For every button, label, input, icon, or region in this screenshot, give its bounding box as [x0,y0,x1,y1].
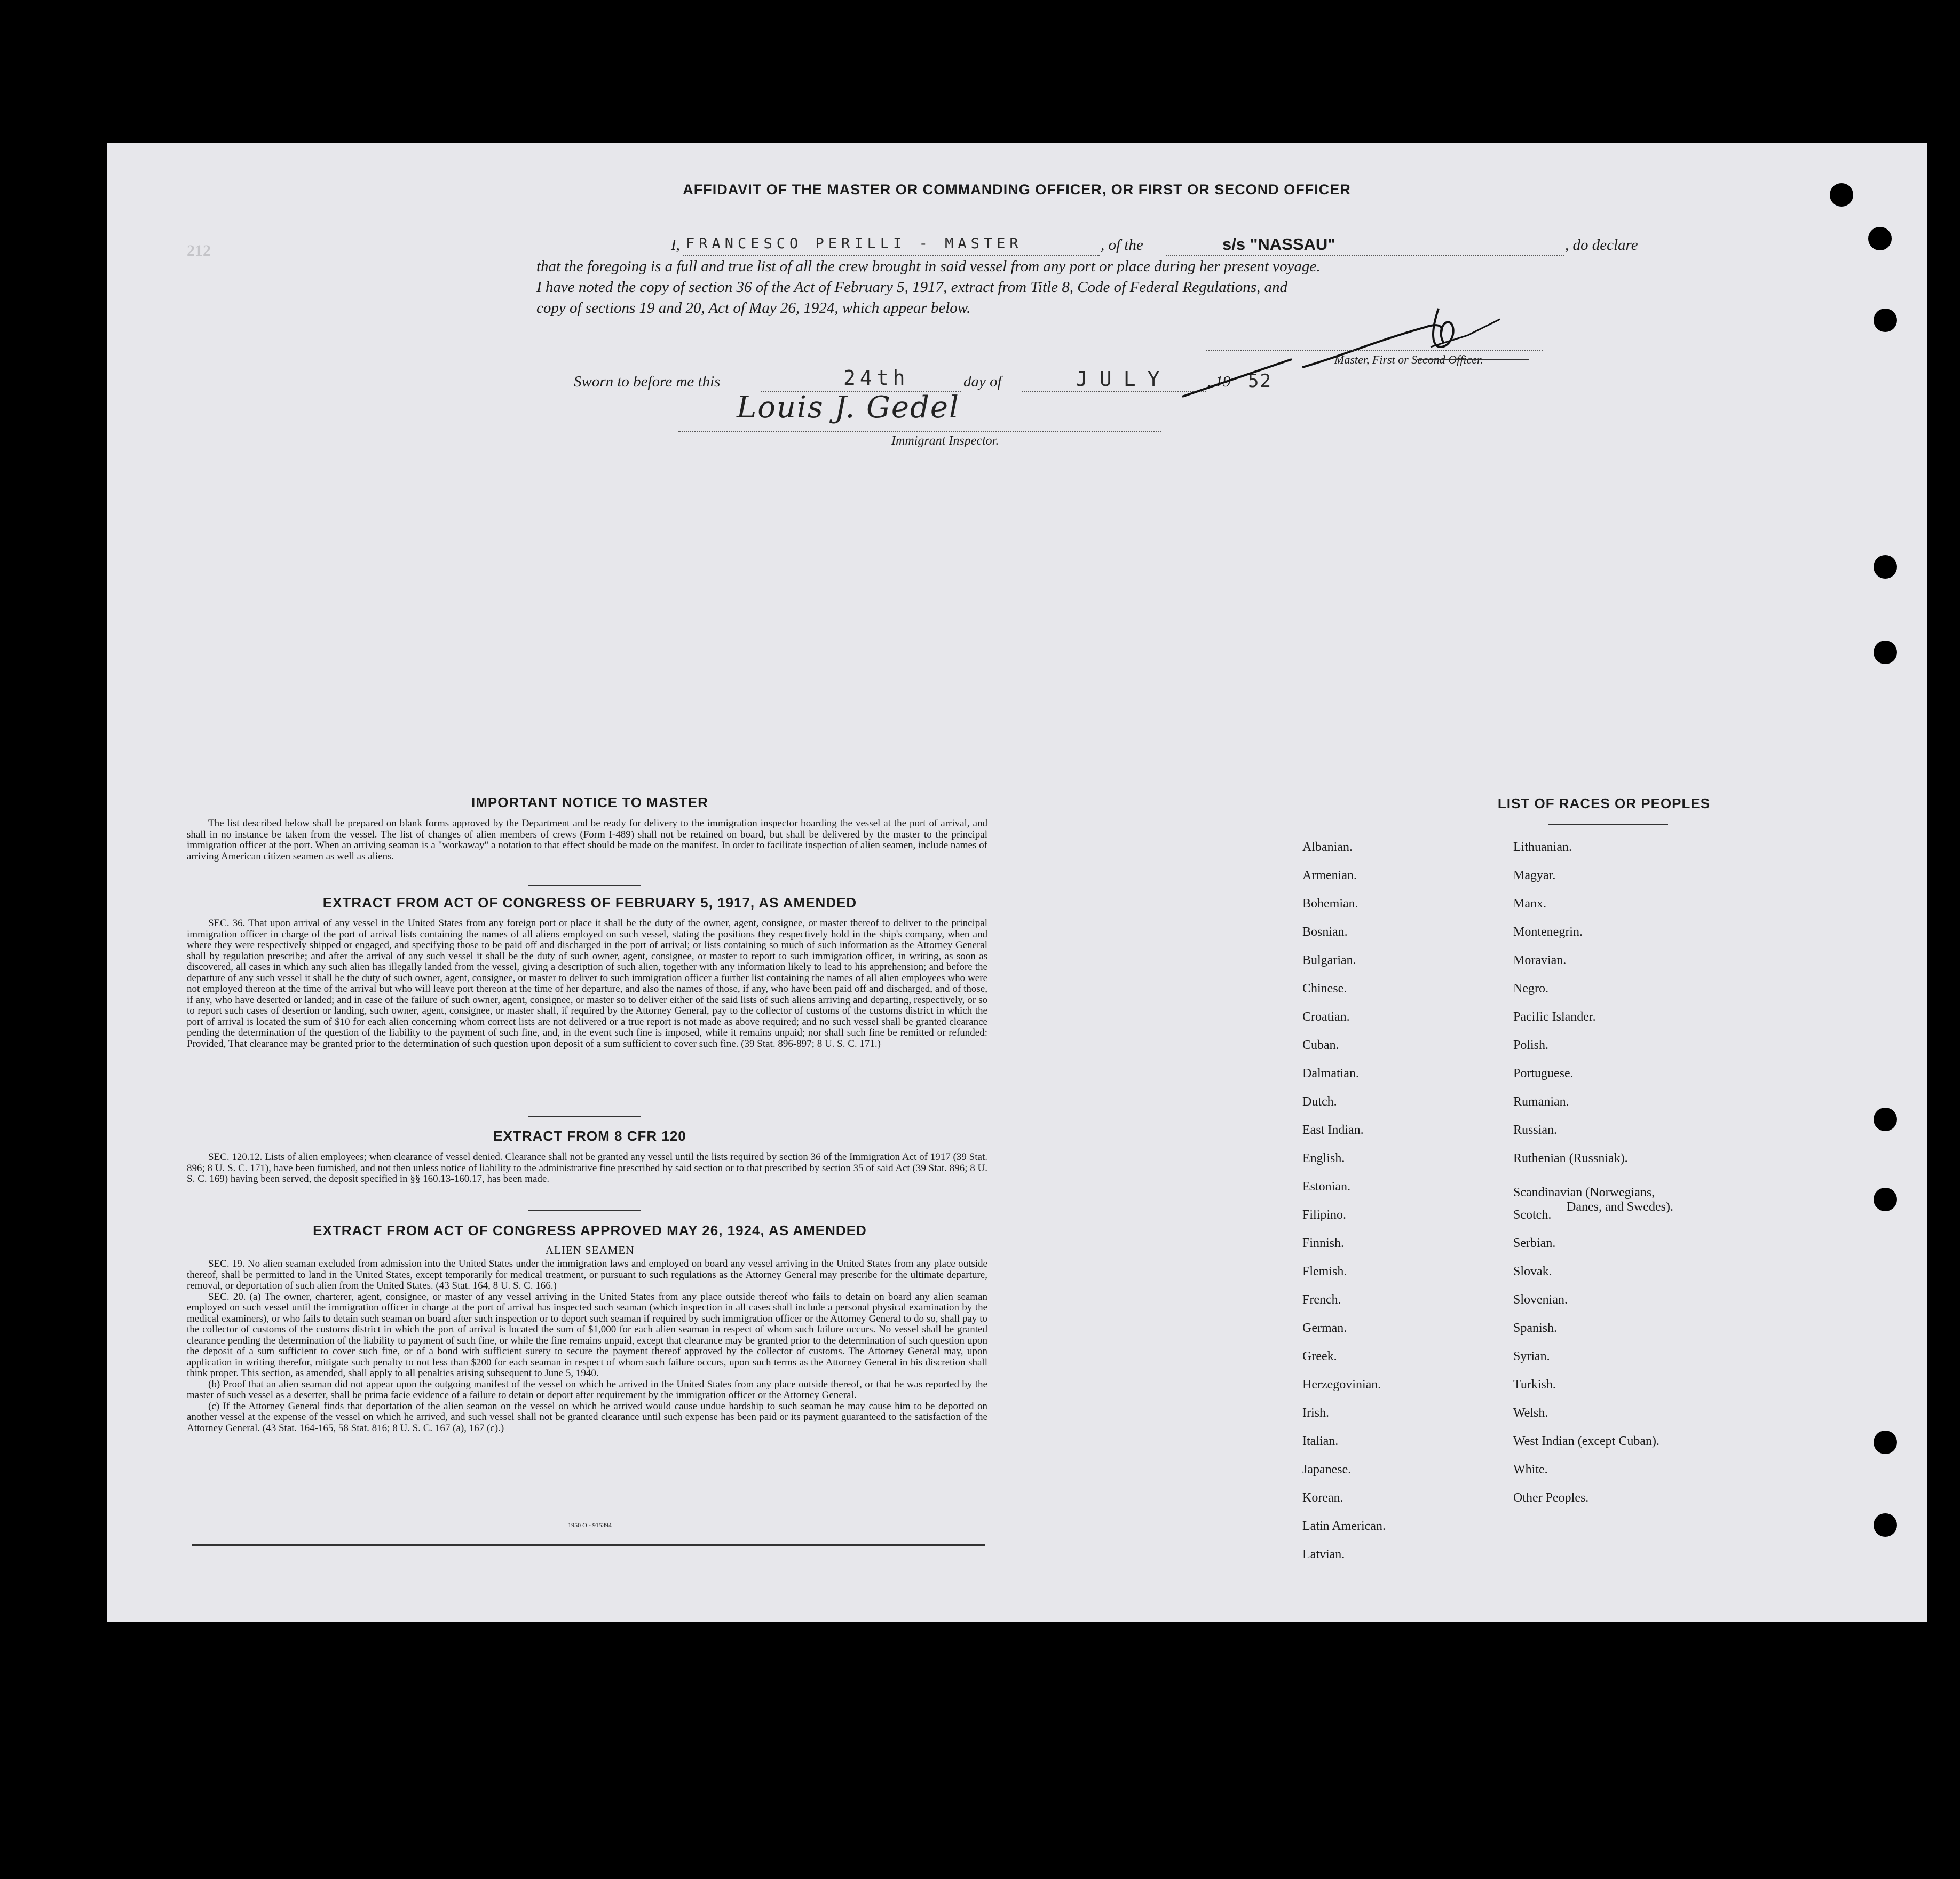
race-item: Slovenian. [1513,1293,1568,1307]
affidavit-line-3: I have noted the copy of section 36 of the Act of February 5, 1917, extract from Title 8, Code of Federal Regulations, and [536,279,1288,296]
extract-1924-body [187,1259,987,1434]
race-item: Dutch. [1302,1095,1337,1109]
race-item: French. [1302,1293,1341,1307]
extract-cfr-paragraph: SEC. 120.12. Lists of alien employees; when clearance of vessel denied. Clearance shall not be granted any vessel until the lists required by section 36 of the Immigration Act of 1917 (39 Stat. 896; 8 U. S. C. 171), have been furnished, and not then unless notice of liability to the administrative fine prescribed by said section or to that prescribed by section 35 of said Act (39 Stat. 896; 8 U. S. C. 169) having been served, the deposit specified in §§ 160.13-160.17, has been made. [187,1151,987,1185]
sworn-day: 24th [843,366,910,390]
race-item: Irish. [1302,1406,1329,1420]
race-item: Armenian. [1302,869,1357,882]
sworn-month: JULY [1076,367,1172,391]
extract-1924-sec20a: SEC. 20. (a) The owner, charterer, agent, consignee, or master of any vessel arriving in the United States from any place outside thereof who fails to detain on board any alien seaman employed on such vessel until the immigration officer in charge at the port of arrival has inspected such seaman (which inspection in all cases shall include a personal physical examination by the medical examiners), or who fails to detain such seaman on board after such inspection or to deport such seaman if required by such immigration officer or the Attorney General to do so, shall pay to the collector of customs of the customs district in which the port of arrival is located the sum of $1,000 for each alien seaman in respect of whom such failure occurs. No vessel shall be granted clearance pending the determination of the liability to payment of such fine, or while the fine remains unpaid, except that clearance may be granted prior to the determination of such question upon the deposit of a sum sufficient to cover such fine, or of a bond with sufficient surety to secure the payment thereof approved by the collector of customs. The Attorney General may, upon application in writing therefor, mitigate such penalty to not less than $200 for each seaman in respect of whom such failure occurs, upon such terms as the Attorney General in his discretion shall think proper. This section, as amended, shall apply to all penalties arising subsequent to June 5, 1940. [187,1291,987,1379]
notice-paragraph: The list described below shall be prepared on blank forms approved by the Department and be ready for delivery to the immigration inspector boarding the vessel at the port of arrival, and shall in no instance be taken from the vessel. The list of changes of alien members of crews (Form I-489) shall not be retained on board, but shall be delivered by the master to the principal immigration officer at the port. When an arriving seaman is a "workaway" a notation to that effect should be made on the manifest. In order to facilitate inspection of alien seamen, include names of arriving American citizen seamen as well as aliens. [187,818,987,862]
race-item: Serbian. [1513,1236,1556,1250]
race-item: Cuban. [1302,1038,1339,1052]
i-label: I, [671,236,680,254]
extract-1924-sec20b: (b) Proof that an alien seaman did not appear upon the outgoing manifest of the vessel on which he arrived in the United States from any place outside thereof, or that he was reported by the master of such vessel as a deserter, shall be prima facie evidence of a failure to detain or deport after requirement by the immigration officer or the Attorney General. [187,1378,987,1401]
printer-mark: 1950 O - 915394 [568,1521,612,1529]
extract-1924-sec20c: (c) If the Attorney General finds that deportation of the alien seaman on the vessel on which he arrived would cause undue hardship to such seaman he may cause him to be deported on another vessel at the expense of the vessel on which he arrived, and such vessel shall not be granted clearance until such expense has been paid or its payment guaranteed to the satisfaction of the Attorney General. (43 Stat. 164-165, 58 Stat. 816; 8 U. S. C. 167 (a), 167 (c).) [187,1400,987,1434]
race-item: Welsh. [1513,1406,1548,1420]
binder-hole [1874,1188,1897,1211]
race-item: Finnish. [1302,1236,1345,1250]
race-item: Ruthenian (Russniak). [1513,1151,1628,1165]
date-strike-mark [1180,354,1302,402]
race-item: West Indian (except Cuban). [1513,1434,1659,1448]
race-item: Bohemian. [1302,897,1358,911]
race-item: Moravian. [1513,953,1567,967]
race-item: Herzegovinian. [1302,1378,1381,1392]
race-item: Polish. [1513,1038,1549,1052]
race-item: Bulgarian. [1302,953,1356,967]
vessel-name: s/s "NASSAU" [1222,235,1336,254]
notice-title: IMPORTANT NOTICE TO MASTER [471,794,708,810]
race-item: Other Peoples. [1513,1491,1589,1505]
race-item: Filipino. [1302,1208,1347,1222]
master-signature [1297,303,1521,378]
race-item: White. [1513,1463,1548,1477]
affidavit-line-4: copy of sections 19 and 20, Act of May 26, 1924, which appear below. [536,299,971,317]
race-item: English. [1302,1151,1345,1165]
race-item: Syrian. [1513,1349,1550,1363]
binder-hole [1868,227,1892,250]
binder-hole [1874,555,1897,579]
binder-hole [1874,1431,1897,1454]
year-prefix: , 19 [1207,373,1231,390]
sworn-label: Sworn to before me this [574,373,721,390]
year-suffix: 52 [1248,370,1272,392]
extract-cfr-rule [528,1210,641,1211]
race-item: Flemish. [1302,1265,1347,1278]
race-item: Korean. [1302,1491,1343,1505]
race-item: East Indian. [1302,1123,1364,1137]
race-item: German. [1302,1321,1347,1335]
race-item: Russian. [1513,1123,1558,1137]
race-item: Bosnian. [1302,925,1348,939]
race-item: Greek. [1302,1349,1337,1363]
master-name: FRANCESCO PERILLI - MASTER [686,235,1023,252]
race-item: Danes, and Swedes). [1567,1200,1673,1214]
day-of-label: day of [963,373,1002,390]
race-item: Chinese. [1302,982,1347,996]
extract-cfr-title: EXTRACT FROM 8 CFR 120 [493,1128,686,1144]
race-item: Montenegrin. [1513,925,1583,939]
race-item: Albanian. [1302,840,1353,854]
race-item: Portuguese. [1513,1067,1574,1080]
binder-hole [1830,183,1853,207]
inspector-signature: Louis J. Gedel [737,390,960,425]
bottom-rule [192,1544,985,1546]
notice-body [187,818,987,862]
races-title: LIST OF RACES OR PEOPLES [1497,795,1711,811]
race-item: Estonian. [1302,1180,1350,1194]
race-item: Croatian. [1302,1010,1350,1024]
inspector-signature-line [678,431,1161,432]
race-item: Japanese. [1302,1463,1352,1477]
races-rule [1548,824,1668,825]
race-item: Latvian. [1302,1548,1345,1561]
master-name-line [683,255,1100,256]
extract-1917-paragraph: SEC. 36. That upon arrival of any vessel in the United States from any foreign port or place it shall be the duty of the owner, agent, consignee, or master thereof to deliver to the principal immigration officer in charge of the port of arrival lists containing the names of all aliens employed on such vessel, stating the positions they respectively hold in the ship's company, when and where they were respectively shipped or engaged, and specifying those to be paid off and discharged in the port of arrival; or lists containing so much of such information as the Attorney General shall by regulation prescribe; and after the arrival of any such vessel it shall be the duty of such owner, agent, consignee, or master to report to such immigration officer, in writing, as soon as discovered, all cases in which any such alien has illegally landed from the vessel, giving a description of such alien, together with any information likely to lead to his apprehension; and before the departure of any such vessel it shall be the duty of such owner, agent, consignee, or master to deliver to such immigration officer a further list containing the names of all alien employees who were not employed thereon at the time of the arrival but who will leave port thereon at the time of her departure, and also the names of those, if any, who have been paid off and discharged, and of those, if any, who have deserted or landed; and in case of the failure of such owner, agent, consignee, or master so to deliver either of the said lists of such aliens arriving and departing, respectively, or so to report such cases of desertion or landing, such owner, agent, consignee, or master shall, if required by the Attorney General, pay to the collector of customs of the customs district in which the port of arrival is located the sum of $10 for each alien concerning whom correct lists are not delivered or a true report is not made as above required; and no such vessel shall be granted clearance pending the determination of the question of the liability to the payment of such fine, and, in the event such fine is imposed, while it remains unpaid; nor shall such fine be remitted or refunded: Provided, That clearance may be granted prior to the determination of such question upon deposit of a sum sufficient to cover such fine. (39 Stat. 896-897; 8 U. S. C. 171.) [187,918,987,1049]
inspector-caption: Immigrant Inspector. [891,434,999,448]
race-item: Lithuanian. [1513,840,1572,854]
race-item: Latin American. [1302,1519,1386,1533]
race-item: Turkish. [1513,1378,1556,1392]
affidavit-title: AFFIDAVIT OF THE MASTER OR COMMANDING OFFICER, OR FIRST OR SECOND OFFICER [683,181,1351,198]
declare-label: , do declare [1565,236,1638,254]
race-item: Pacific Islander. [1513,1010,1596,1024]
race-item: Spanish. [1513,1321,1558,1335]
vessel-line [1166,255,1564,256]
of-the-label: , of the [1101,236,1143,254]
sworn-month-line [1022,391,1206,392]
notice-rule [528,885,641,886]
race-item: Scotch. [1513,1208,1552,1222]
extract-1917-body [187,918,987,1049]
race-item: Scandinavian (Norwegians, [1513,1186,1655,1199]
master-signature-caption: Master, First or Second Officer. [1334,353,1483,366]
race-item: Italian. [1302,1434,1339,1448]
first-officer-strike [1417,359,1529,360]
race-item: Dalmatian. [1302,1067,1359,1080]
binder-hole [1874,309,1897,332]
extract-1924-subtitle: ALIEN SEAMEN [545,1244,635,1257]
extract-1917-rule [528,1116,641,1117]
extract-1917-title: EXTRACT FROM ACT OF CONGRESS OF FEBRUARY 5, 1917, AS AMENDED [322,895,857,911]
master-signature-line [1206,350,1543,351]
race-item: Magyar. [1513,869,1556,882]
extract-cfr-body [187,1152,987,1185]
binder-hole [1874,1108,1897,1131]
binder-hole [1874,641,1897,664]
extract-1924-title: EXTRACT FROM ACT OF CONGRESS APPROVED MAY 26, 1924, AS AMENDED [313,1222,867,1238]
affidavit-line-2: that the foregoing is a full and true list of all the crew brought in said vessel from any port or place during her present voyage. [536,258,1321,275]
document-page [107,143,1927,1622]
race-item: Manx. [1513,897,1546,911]
extract-1924-sec19: SEC. 19. No alien seaman excluded from admission into the United States under the immigration laws and employed on board any vessel arriving in the United States from any place outside thereof, shall be permitted to land in the United States, except temporarily for medical treatment, or pursuant to such regulations as the Attorney General may prescribe for the ultimate departure, removal, or deportation of such alien from the United States. (43 Stat. 164, 8 U. S. C. 166.) [187,1258,987,1291]
margin-stamp: 212 [187,242,211,259]
race-item: Rumanian. [1513,1095,1569,1109]
race-item: Negro. [1513,982,1548,996]
race-item: Slovak. [1513,1265,1552,1278]
binder-hole [1874,1513,1897,1537]
